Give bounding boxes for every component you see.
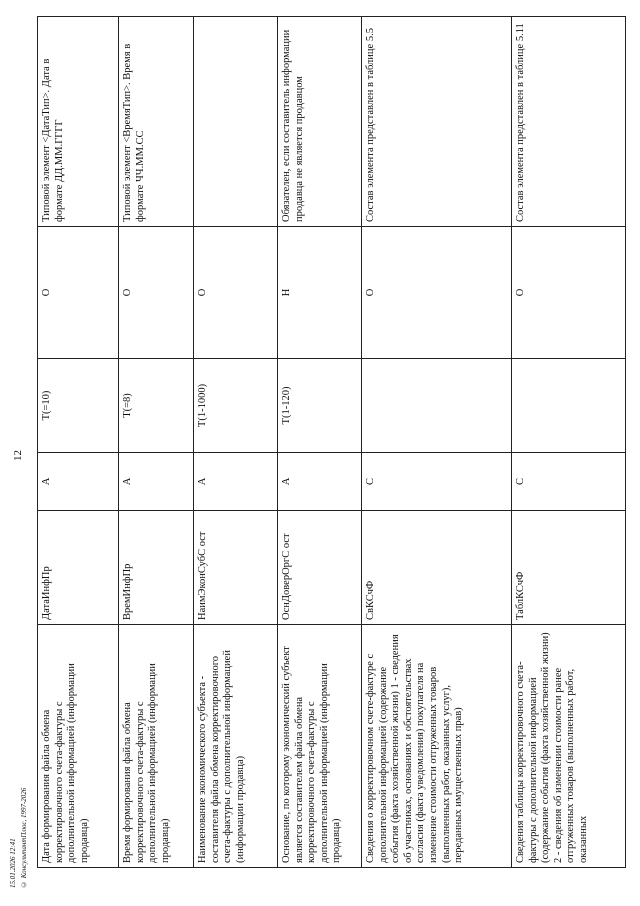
element-extra-cell: Типовой элемент <ДатаТип>. Дата в формате ДД.ММ.ГГГГ: [38, 17, 119, 227]
element-table: [37, 16, 626, 868]
element-format-cell: [512, 359, 626, 453]
element-format-cell: T(=10): [38, 359, 119, 453]
element-name-cell: Дата формирования файла обмена корректировочного счета-фактуры с дополнительной информацией (информации продавца): [38, 625, 119, 868]
element-extra-cell: Типовой элемент <ВремяТип>. Время в формате ЧЧ.ММ.СС: [119, 17, 194, 227]
element-format-cell: T(1-1000): [194, 359, 278, 453]
table-row: [119, 17, 194, 868]
table-row: [512, 17, 626, 868]
element-required-cell: О: [512, 227, 626, 359]
element-type-cell: С: [362, 453, 512, 511]
element-extra-cell: Состав элемента представлен в таблице 5.11: [512, 17, 626, 227]
element-format-cell: T(1-120): [278, 359, 362, 453]
element-type-cell: А: [194, 453, 278, 511]
table-row: [194, 17, 278, 868]
page-number: 12: [12, 450, 24, 462]
element-required-cell: Н: [278, 227, 362, 359]
element-name-cell: Время формирования файла обмена корректировочного счета-фактуры с дополнительной информацией (информации продавца): [119, 625, 194, 868]
element-type-cell: А: [38, 453, 119, 511]
element-type-cell: А: [119, 453, 194, 511]
element-required-cell: О: [119, 227, 194, 359]
element-extra-cell: Состав элемента представлен в таблице 5.5: [362, 17, 512, 227]
element-code-cell: ТаблКСчФ: [512, 511, 626, 625]
table-row: [278, 17, 362, 868]
element-name-cell: Основание, по которому экономический субъект является составителем файла обмена корректировочного счета-фактуры с дополнительной информацией (информации продавца): [278, 625, 362, 868]
element-format-cell: T(=8): [119, 359, 194, 453]
element-code-cell: ДатаИнфПр: [38, 511, 119, 625]
element-extra-cell: Обязателен, если составитель информации продавца не является продавцом: [278, 17, 362, 227]
table-row: [362, 17, 512, 868]
element-type-cell: А: [278, 453, 362, 511]
element-name-cell: Наименование экономического субъекта - составителя файла обмена корректировочного счета-фактуры с дополнительной информацией (информации продавца): [194, 625, 278, 868]
element-code-cell: СвКСчФ: [362, 511, 512, 625]
element-name-cell: Сведения о корректировочном счете-фактуре с дополнительной информацией (содержание события (факта хозяйственной жизни) 1 - сведения об участниках, основаниях и обстоятельствах согласия (факта уведомления) покупателя на изменение стоимости отгруженных товаров (выполненных работ, оказанных услуг), переданных имущественных прав): [362, 625, 512, 868]
element-extra-cell: [194, 17, 278, 227]
element-name-cell: Сведения таблицы корректировочного счета-фактуры с дополнительной информацией (содержание события (факта хозяйственной жизни) 2 - сведения об изменении стоимости ранее отгруженных товаров (выполненных работ, оказанных: [512, 625, 626, 868]
element-code-cell: ВремИнфПр: [119, 511, 194, 625]
footer-timestamp: 15.01.2026 12:41: [9, 838, 17, 888]
element-format-cell: [362, 359, 512, 453]
element-type-cell: С: [512, 453, 626, 511]
element-required-cell: О: [362, 227, 512, 359]
rotated-table-block: [37, 17, 625, 868]
element-required-cell: О: [38, 227, 119, 359]
footer-source: © КонсультантПлюс, 1997-2026: [20, 787, 28, 888]
element-required-cell: О: [194, 227, 278, 359]
element-code-cell: НаимЭконСубС ост: [194, 511, 278, 625]
table-row: [38, 17, 119, 868]
page-footer: [8, 738, 34, 888]
element-code-cell: ОснДоверОргС ост: [278, 511, 362, 625]
